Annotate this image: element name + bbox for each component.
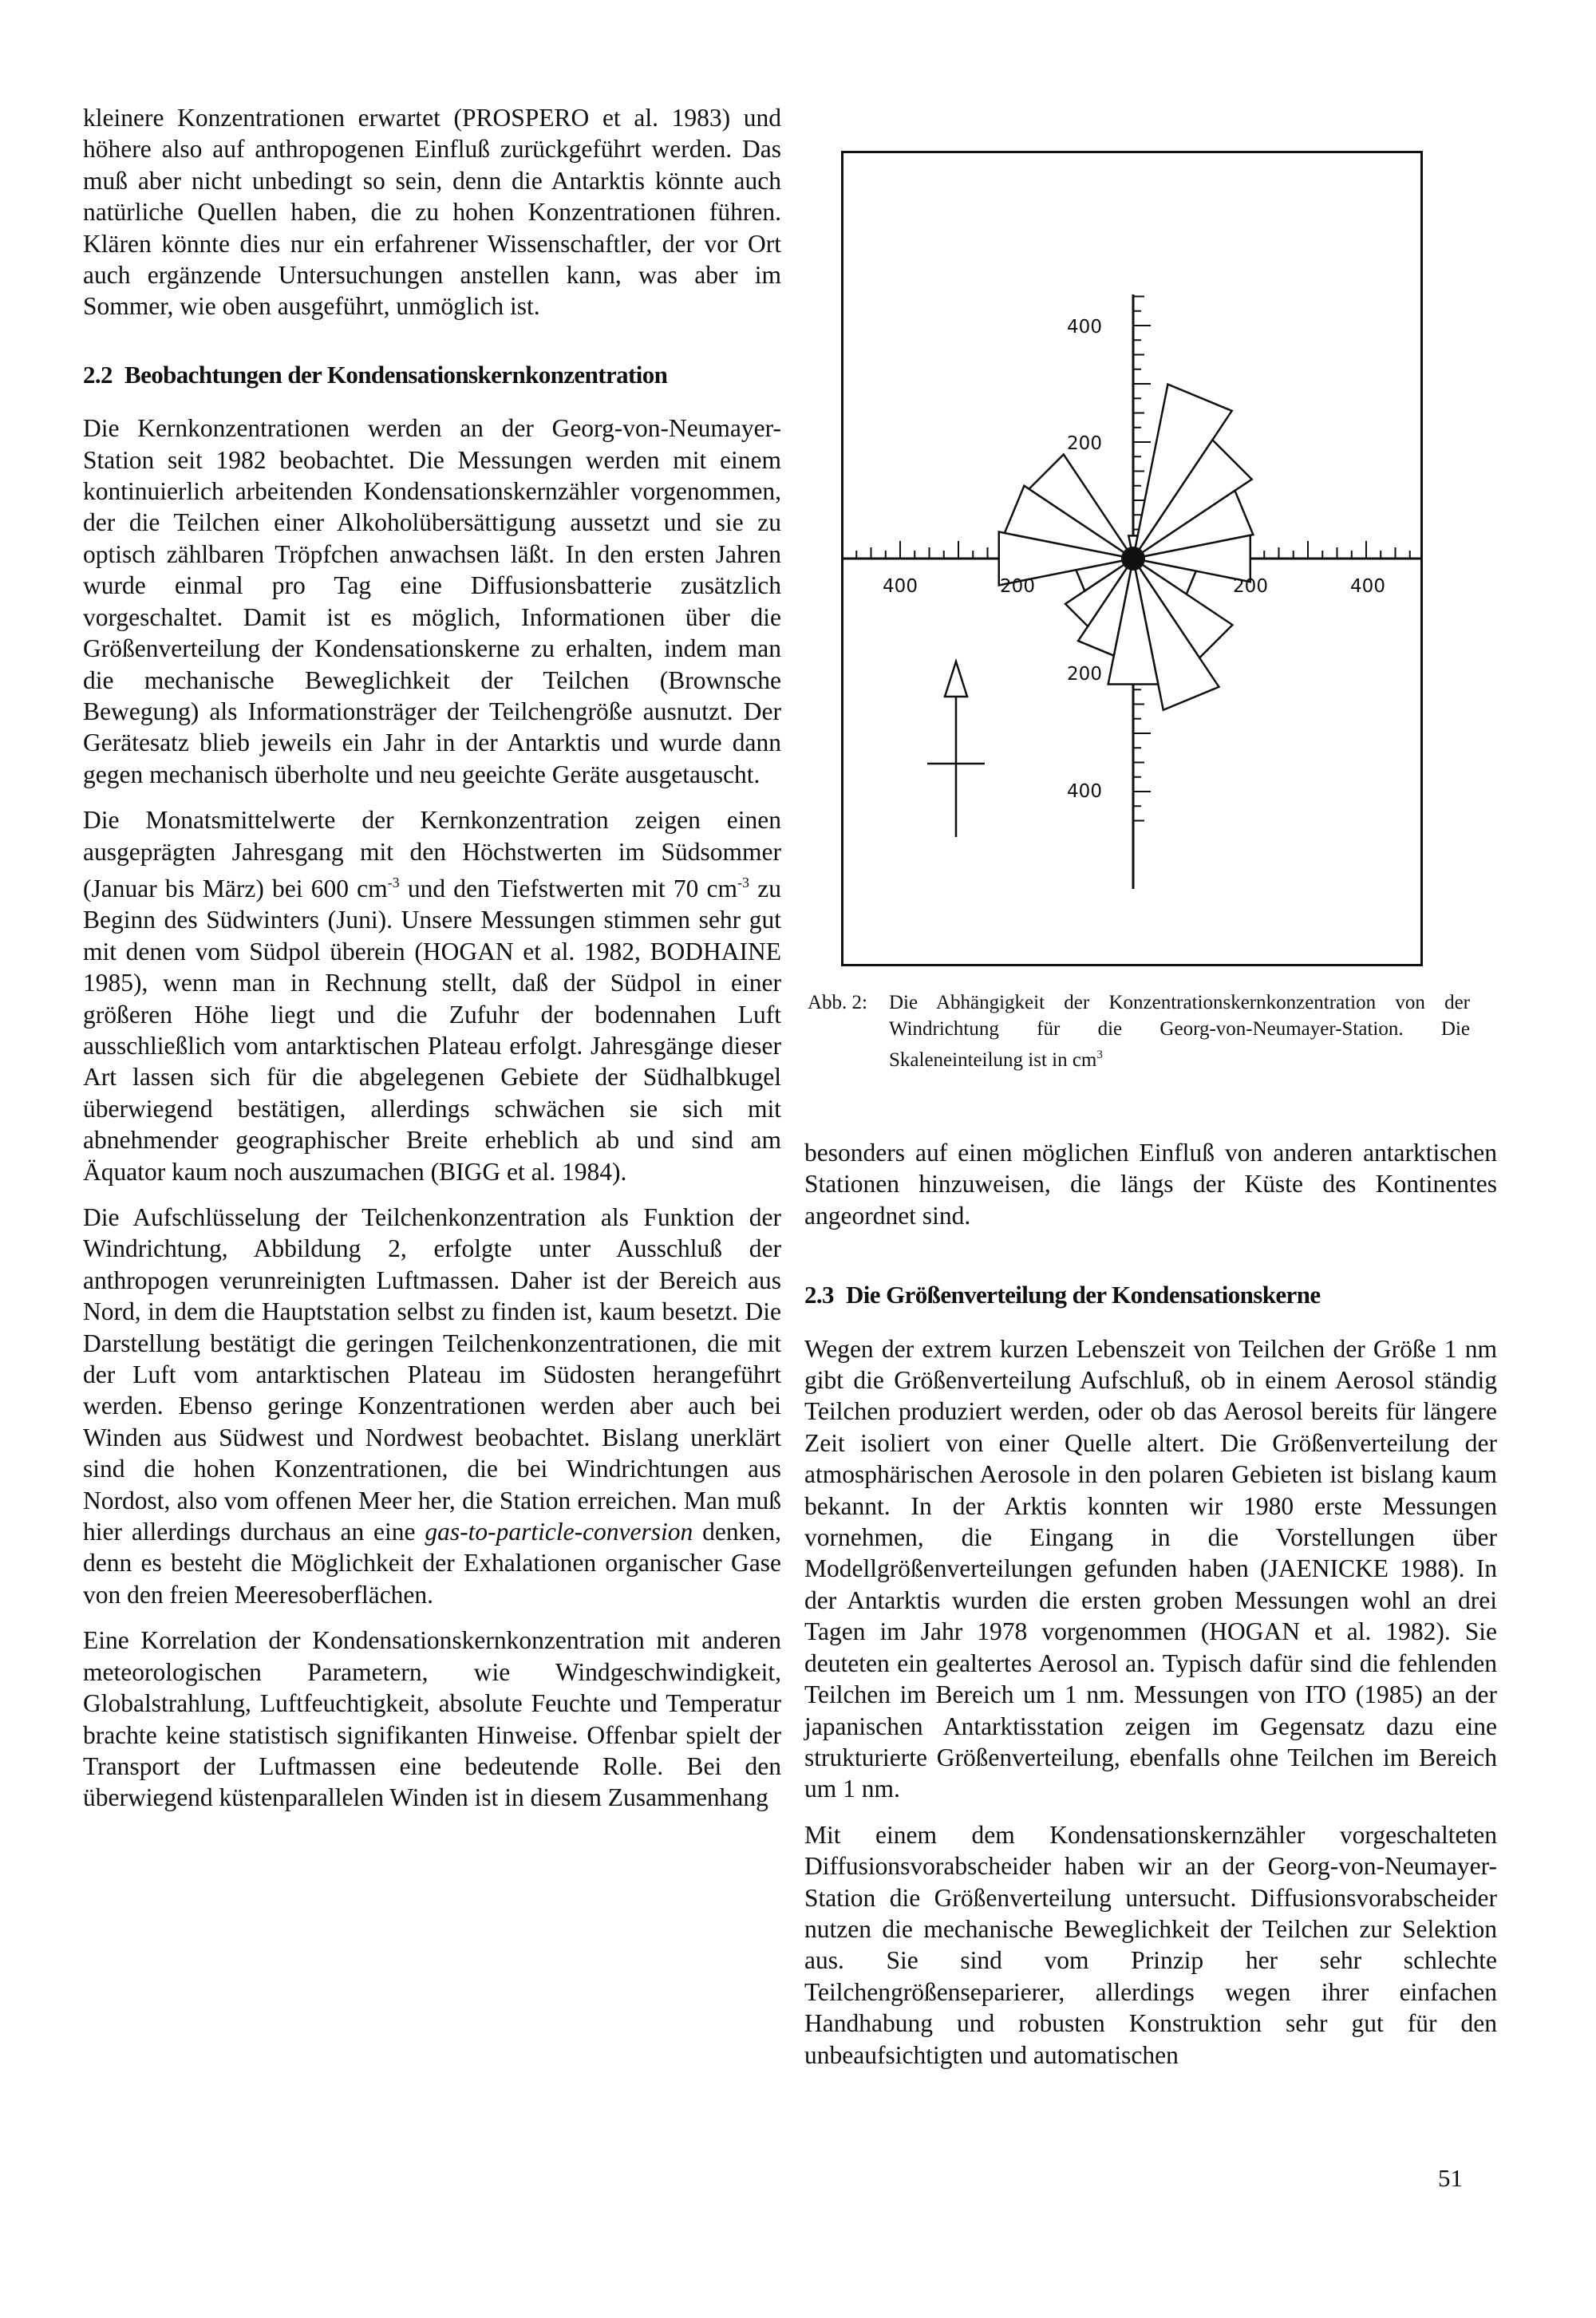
left-column xyxy=(83,102,781,1828)
caption-label: Abb. 2: xyxy=(808,992,867,1013)
paragraph: Die Kernkonzentrationen werden an der Georg-von-Neumayer-Station seit 1982 beobachtet. Die Messungen werden mit einem kontinuierlich arbeitenden Kondensationskernzähler vorgenommen, der die Teilchen einer Alkoholübersättigung aussetzt und sie zu optisch zählbaren Tröpfchen anwachsen läßt. In den ersten Jahren wurde einmal pro Tag eine Diffusionsbatterie zusätzlich vorgeschaltet. Damit ist es möglich, Informationen über die Größenverteilung der Kondensationskerne zu erhalten, indem man die mechanische Beweglichkeit der Teilchen (Brownsche Bewegung) als Informationsträger der Teilchengröße ausnutzt. Der Gerätesatz blieb jeweils ein Jahr in der Antarktis und wurde dann gegen mechanisch überholte und neu geeichte Geräte ausgetauscht. xyxy=(83,414,781,788)
superscript: 3 xyxy=(1096,1048,1103,1061)
north-arrow-icon xyxy=(927,661,985,837)
section-heading-2-2 xyxy=(83,359,781,390)
caption-text xyxy=(889,989,1470,1073)
label-left-200: 200 xyxy=(1000,576,1035,597)
text-run: und den Tiefstwerten mit 70 cm xyxy=(399,874,738,902)
label-bottom-200: 200 xyxy=(1067,664,1102,685)
label-right-200: 200 xyxy=(1233,576,1268,597)
text-run: Die Aufschlüsselung der Teilchenkonzentration als Funktion der Windrichtung, Abbildung 2, erfolgte unter Ausschluß der anthropogen verunreinigten Luftmassen. Daher ist der Bereich aus Nord, in dem die Hauptstation selbst zu finden ist, kaum besetzt. Die Darstellung bestätigt die geringen Teilchenkonzentrationen, die mit der Luft vom antarktischen Plateau im Südosten herangeführt werden. Ebenso geringe Konzentrationen werden aber auch bei Winden aus Südwest und Nordwest beobachtet. Bislang unerklärt sind die hohen Konzentrationen, die bei Windrichtungen aus Nordost, also vom offenen Meer her, die Station erreichen. Man muß hier allerdings durchaus an eine xyxy=(83,1203,781,1546)
wind-rose-chart xyxy=(841,151,1423,966)
section-number: 2.2 xyxy=(83,360,113,389)
right-column xyxy=(804,1137,1497,2085)
label-right-400: 400 xyxy=(1350,576,1385,597)
caption-body: Die Abhängigkeit der Konzentrationskernkonzentration von der Windrichtung für die Georg-von-Neumayer-Station. Die Skaleneinteilung ist in cm xyxy=(889,992,1470,1071)
superscript: -3 xyxy=(387,874,400,890)
center-dot xyxy=(1121,547,1145,571)
paragraph: Mit einem dem Kondensationskernzähler vorgeschalteten Diffusionsvorabscheider haben wir an der Georg-von-Neumayer-Station die Größenverteilung untersucht. Diffusionsvorabscheider nutzen die mechanische Beweglichkeit der Teilchen zur Selektion aus. Sie sind vom Prinzip her sehr schlechte Teilchengrößenseparierer, allerdings wegen ihrer einfachen Handhabung und robusten Konstruktion sehr gut für den unbeaufsichtigten und automatischen xyxy=(804,1820,1497,2069)
text-run: zu Beginn des Südwinters (Juni). Unsere Messungen stimmen sehr gut mit denen vom Südpol überein (HOGAN et al. 1982, BODHAINE 1985), wenn man in Rechnung stellt, daß der Südpol in einer größeren Höhe liegt und die Zufuhr der bodennahen Luft ausschließlich vom antarktischen Plateau erfolgt. Jahresgänge dieser Art lassen sich für die abgelegenen Gebiete der Südhalbkugel überwiegend bestätigen, allerdings schwächen sie sich mit abnehmender geographischer Breite erheblich ab und sind am Äquator kaum noch auszumachen (BIGG et al. 1984). xyxy=(83,874,781,1186)
paragraph: kleinere Konzentrationen erwartet (PROSPERO et al. 1983) und höhere also auf anthropogenen Einfluß zurückgeführt werden. Das muß aber nicht unbedingt so sein, denn die Antarktis könnte auch natürliche Quellen haben, die zu hohen Konzentrationen führen. Klären könnte dies nur ein erfahrener Wissenschaftler, der vor Ort auch ergänzende Untersuchungen anstellen kann, was aber im Sommer, wie oben ausgeführt, unmöglich ist. xyxy=(83,104,781,321)
paragraph: Wegen der extrem kurzen Lebenszeit von Teilchen der Größe 1 nm gibt die Größenverteilung Aufschluß, ob in einem Aerosol ständig Teilchen produziert werden, oder ob das Aerosol bereits für längere Zeit isoliert von einer Quelle altert. Die Größenverteilung der atmosphärischen Aerosole in den polaren Gebieten ist bislang kaum bekannt. In der Arktis konnten wir 1980 erste Messungen vornehmen, die Eingang in die Vorstellungen über Modellgrößenverteilungen gefunden haben (JAENICKE 1988). In der Antarktis wurden die ersten groben Messungen wohl an drei Tagen im Jahr 1978 vorgenommen (HOGAN et al. 1982). Sie deuteten ein gealtertes Aerosol an. Typisch dafür sind die fehlenden Teilchen im Bereich um 1 nm. Messungen von ITO (1985) an der japanischen Antarktisstation zeigen im Gegensatz dazu eine strukturierte Größenverteilung, ebenfalls ohne Teilchen im Bereich um 1 nm. xyxy=(804,1334,1497,1803)
superscript: -3 xyxy=(737,874,750,890)
section-title: Beobachtungen der Kondensationskernkonzentration xyxy=(124,360,668,389)
figure-caption xyxy=(808,989,1470,1073)
label-left-400: 400 xyxy=(883,576,918,597)
text-run: Die Monatsmittelwerte der Kernkonzentration zeigen einen ausgeprägten Jahresgang mit den Höchstwerten im Südsommer (Januar bis März) bei 600 cm xyxy=(83,806,781,902)
paragraph xyxy=(83,804,781,1187)
page-number: 51 xyxy=(1438,2164,1463,2192)
wind-rose-figure xyxy=(841,151,1423,966)
paragraph: besonders auf einen möglichen Einfluß von anderen antarktischen Stationen hinzuweisen, die längs der Küste des Kontinentes angeordnet sind. xyxy=(804,1139,1497,1230)
label-top-200: 200 xyxy=(1067,433,1102,454)
section-heading-2-3 xyxy=(804,1279,1497,1310)
label-top-400: 400 xyxy=(1067,317,1102,338)
section-number: 2.3 xyxy=(804,1281,834,1309)
text-run: denken, denn es besteht die Möglichkeit der Exhalationen organischer Gase von den freien Meeresoberflächen. xyxy=(83,1518,781,1609)
section-title: Die Größenverteilung der Kondensationskerne xyxy=(846,1281,1321,1309)
paragraph xyxy=(83,1202,781,1610)
label-bottom-400: 400 xyxy=(1067,781,1102,802)
rose-sectors xyxy=(999,385,1254,710)
italic-term: gas-to-particle-conversion xyxy=(425,1518,693,1546)
paragraph: Eine Korrelation der Kondensationskernkonzentration mit anderen meteorologischen Parametern, wie Windgeschwindigkeit, Globalstrahlung, Luftfeuchtigkeit, absolute Feuchte und Temperatur brachte keine statistisch signifikanten Hinweise. Offenbar spielt der Transport der Luftmassen eine bedeutende Rolle. Bei den überwiegend küstenparallelen Winden ist in diesem Zusammenhang xyxy=(83,1626,781,1812)
